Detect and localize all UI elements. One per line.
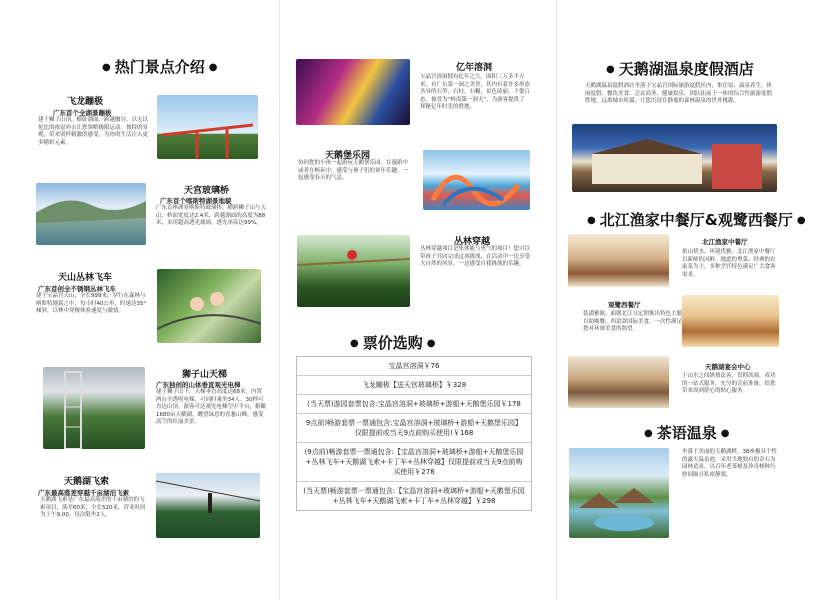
prices-title: 票价选购 bbox=[362, 334, 423, 352]
hotel-title: 天鹅湖温泉度假酒店 bbox=[618, 60, 754, 78]
guanlu-photo bbox=[682, 295, 779, 347]
beijiang-name: 北江渔家中餐厅 bbox=[702, 238, 748, 246]
dot-icon: ● bbox=[102, 62, 111, 73]
baole-desc: 协同您的小孩一起游玩天鹅堡乐园，在漫游中或者在畅玩中，感受与孩子们的童年乐趣，一起感受春天的气息。 bbox=[298, 160, 409, 181]
tiangong-name: 天宫玻璃桥 bbox=[184, 186, 230, 196]
hotel-photo bbox=[572, 124, 777, 192]
dot-icon: ● bbox=[720, 428, 730, 439]
price-row[interactable]: 9点前)畅游套票一票通包含:宝晶宫溶洞+玻璃桥+游船+天鹅堡乐园】仅限提前或当天9点前购买使用!￥168 bbox=[297, 414, 531, 443]
spa-desc: 坐落于美丽的天鹅湖畔，38座极具个性的露天温泉池，采用当地独有的奇石为园林造景，以百年老茶树及珍奇树种巧妙间隔且私密静谧。 bbox=[682, 449, 777, 478]
tiangong-photo bbox=[36, 183, 146, 245]
banquet-desc: 于山水之间纵情法善，贯彻高端。成功的一站式服务，充分的会前准备，给您带来周到舒心的贴心服务。 bbox=[682, 373, 776, 394]
tianshan-subtitle: 广东首创全不锈钢丛林飞车 bbox=[38, 285, 116, 293]
coaster-illustration bbox=[157, 269, 261, 343]
dot-icon: ● bbox=[208, 62, 218, 73]
dot-icon: ● bbox=[426, 338, 436, 349]
hotel-illustration bbox=[572, 124, 777, 192]
shizishan-name: 狮子山天梯 bbox=[182, 370, 228, 380]
baole-photo bbox=[423, 150, 530, 210]
river-illustration bbox=[36, 183, 146, 245]
spa-heading bbox=[640, 422, 733, 443]
dining-heading bbox=[583, 209, 810, 230]
yinian-desc: 宝晶宫溶洞拥有亿年之久，面积三万多平方米，有广东第一洞之美誉，其内有着许多形态各异的石笋、石柱、石幔，景色绮丽，千姿百态，被誉为“岭南第一洞天”，为游客提供了探秘亿年时光的胜地。 bbox=[420, 74, 531, 110]
dot-icon: ● bbox=[350, 338, 359, 349]
feilong-photo bbox=[157, 95, 258, 159]
price-row[interactable]: (当天票)畅游套票一票通包含:【宝晶宫溶洞+玻璃桥+游船+天鹅堡乐园+丛林飞车+天鹅湖飞索+卡丁车+丛林穿越】￥298 bbox=[303, 487, 525, 505]
banquet-name: 天鹅湖宴会中心 bbox=[705, 363, 751, 371]
dot-icon: ● bbox=[644, 428, 653, 439]
yinian-name: 亿年溶洞 bbox=[456, 63, 493, 73]
banquet-photo bbox=[568, 356, 669, 408]
price-row[interactable]: 飞龙蹦极【送天宫玻璃桥】￥328 bbox=[297, 376, 531, 395]
shizishan-photo bbox=[43, 367, 145, 449]
feilong-subtitle: 广东首个全湖景蹦极 bbox=[53, 109, 112, 117]
shizishan-desc: 建于狮子山下，天梯垂直高度达68米，内置两台全透明电梯，可同时乘坐34人，30秒可直达山顶，游客可达观光电梯空中平台，俯瞰1680亩天鹅湖，眺望绿意的青葱山峰，感受高空的壮丽美景。 bbox=[156, 389, 267, 425]
spa-title: 茶语温泉 bbox=[656, 424, 717, 442]
conglin-photo bbox=[297, 235, 410, 307]
price-row[interactable]: (9点前)畅游套票一票通包含:【宝晶宫溶洞+玻璃桥+游船+天鹅堡乐园+丛林飞车+天鹅湖飞索+卡丁车+丛林穿越】仅限提前或当天9点前购买使用￥278 bbox=[297, 443, 531, 482]
dining-title: 北江渔家中餐厅&观鹭西餐厅 bbox=[599, 211, 793, 229]
tiane-desc: 天鹅湖飞索是广东最高落差的千亩湖泊的飞索项目，落差60米，全长520米，营业时间为上午9:00，每次限坐2人。 bbox=[40, 497, 146, 518]
dot-icon: ● bbox=[606, 64, 615, 75]
guanlu-name: 观鹭西餐厅 bbox=[608, 301, 641, 309]
conglin-desc: 丛林穿越项目是集体能与勇气的项目！您可以带孩子共同完成这项挑战，在活动中一边享受大自然的风景，一边感受自我挑战的乐趣。 bbox=[420, 246, 531, 267]
ropes-illustration bbox=[297, 235, 410, 307]
dot-icon: ● bbox=[796, 215, 806, 226]
spa-photo bbox=[569, 448, 669, 538]
beijiang-desc: 依山傍水，环境优雅，北江渔家中餐厅以新鲜的河鲜，地道的粤菜、经典的农家菜为主，多种烹饪特色满足广大食客需求。 bbox=[682, 249, 776, 278]
beijiang-photo bbox=[568, 234, 669, 287]
hotel-heading bbox=[602, 58, 754, 79]
tiane-name: 天鹅湖飞索 bbox=[64, 477, 110, 487]
tiangong-desc: 广东首座湖景喀斯特玻璃桥，横跨狮子山与天山，桥面宽度达2.4米，跨越湖面的高度为88米，采用超高透光玻璃，透光率高达99%。 bbox=[156, 205, 267, 226]
tianshan-desc: 建于宝晶宫天山，全长999米，穿行在森林与喀斯特地貌之中，每小时40公里，时速达35°倾斜，以林中穿梭体验速度与激情。 bbox=[36, 293, 147, 314]
yinian-photo bbox=[296, 59, 410, 125]
spa-illustration bbox=[569, 448, 669, 538]
price-row[interactable]: (当天票)游园套票包含:宝晶宫溶洞+玻璃桥+游船+天鹅堡乐园￥178 bbox=[297, 395, 531, 414]
elevator-illustration bbox=[43, 367, 145, 449]
feilong-name: 飞龙蹦极 bbox=[67, 97, 104, 107]
tianshan-photo bbox=[157, 269, 261, 343]
tianshan-name: 天山丛林飞车 bbox=[58, 273, 113, 283]
baole-name: 天鹅堡乐园 bbox=[325, 151, 371, 161]
conglin-name: 丛林穿越 bbox=[454, 237, 491, 247]
price-row[interactable]: 宝晶宫溶洞￥76 bbox=[297, 357, 531, 376]
waterpark-illustration bbox=[423, 150, 530, 210]
price-table bbox=[296, 356, 532, 511]
feilong-desc: 建于狮子山顶，横卧湖面，跨越幽谷，以无以伦比的视觉冲击让您领略极限运动。独特的景观，带来别样刺激的感受，为你的生活注入更多精彩元素。 bbox=[38, 117, 149, 146]
zipline-illustration bbox=[156, 473, 260, 538]
prices-heading bbox=[346, 332, 439, 353]
tiane-photo bbox=[156, 473, 260, 538]
hotel-desc: 天鹅湖温泉度假酒店坐落于宝晶宫国际旅游度假区内，集住宿、温泉养生、休闲度假、餐饮美食、会议商务、健康娱乐、团队拓展于一体的综合性旅游度假胜地，远离城市喧嚣，让您沉浸在静谧的森林温泉的世外桃源。 bbox=[585, 83, 773, 104]
bridge-illustration bbox=[157, 95, 258, 159]
dot-icon: ● bbox=[587, 215, 596, 226]
attractions-column bbox=[0, 0, 278, 600]
shizishan-subtitle: 广东独创的山体垂直观光电梯 bbox=[156, 381, 241, 389]
tiangong-subtitle: 广东首个喀斯特湖景地貌 bbox=[160, 197, 232, 205]
guanlu-desc: 装潢雅致，面朝北江且定期推出特色主题自助晚餐，西余款国际美食，一次性满足您对环球美食的渴望。 bbox=[583, 311, 683, 332]
attractions-title: 热门景点介绍 bbox=[114, 58, 205, 76]
tiane-subtitle: 广东最高落差穿越千亩湖泊飞索 bbox=[38, 489, 129, 497]
attractions-heading bbox=[98, 56, 221, 77]
